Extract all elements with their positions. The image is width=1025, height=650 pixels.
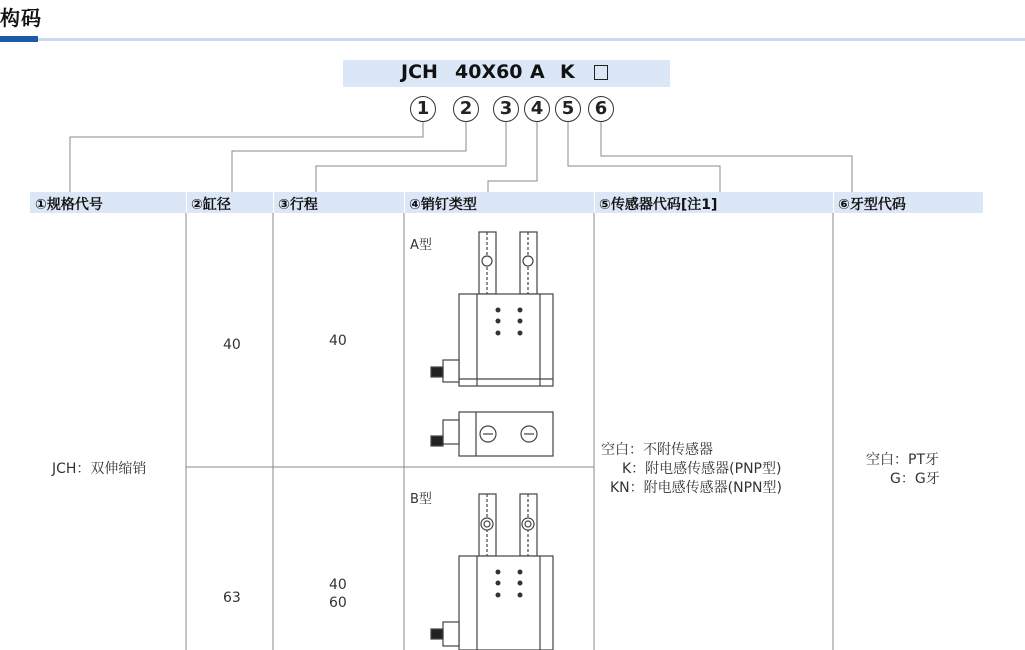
- leader-5: [568, 122, 720, 192]
- marker-2: 2: [453, 96, 479, 122]
- sensor-option-none: 空白：不附传感器: [601, 442, 713, 458]
- pin-type-a-label: A型: [410, 238, 432, 253]
- bore-value-2: 63: [223, 590, 241, 606]
- leader-4: [488, 122, 537, 192]
- section-title: 构码: [0, 6, 42, 30]
- marker-1: 1: [410, 96, 436, 122]
- code-part-series: JCH: [401, 61, 438, 83]
- marker-6: 6: [588, 96, 614, 122]
- thread-option-pt: 空白：PT牙: [866, 452, 939, 468]
- leader-1: [70, 122, 423, 192]
- pin-type-b-label: B型: [410, 492, 432, 507]
- header-pin-type: ④销钉类型: [409, 197, 477, 213]
- leader-6: [601, 122, 852, 192]
- spec-code-value: JCH：双伸缩销: [52, 461, 147, 477]
- bore-value-1: 40: [223, 337, 241, 353]
- header-thread-code: ⑥牙型代码: [838, 197, 906, 213]
- marker-3: 3: [493, 96, 519, 122]
- leader-3: [316, 122, 506, 192]
- thread-option-g: G：G牙: [890, 471, 940, 487]
- leader-2: [232, 122, 466, 192]
- pin-type-a-drawing: [431, 232, 553, 456]
- header-spec-code: ①规格代号: [35, 197, 103, 213]
- code-part-size: 40X60: [455, 61, 523, 83]
- code-part-pin: A: [530, 61, 545, 83]
- stroke-value-2b: 60: [329, 595, 347, 611]
- header-bore: ②缸径: [191, 197, 231, 213]
- pin-type-b-drawing: [431, 494, 553, 650]
- stroke-value-1a: 40: [329, 333, 347, 349]
- marker-5: 5: [555, 96, 581, 122]
- header-sensor-code: ⑤传感器代码[注1]: [599, 197, 718, 213]
- header-stroke: ③行程: [278, 197, 318, 213]
- code-part-sensor: K: [560, 61, 575, 83]
- sensor-option-kn: KN：附电感传感器(NPN型): [610, 480, 782, 496]
- stroke-value-2a: 40: [329, 577, 347, 593]
- sensor-option-k: K：附电感传感器(PNP型): [622, 461, 782, 477]
- marker-4: 4: [524, 96, 550, 122]
